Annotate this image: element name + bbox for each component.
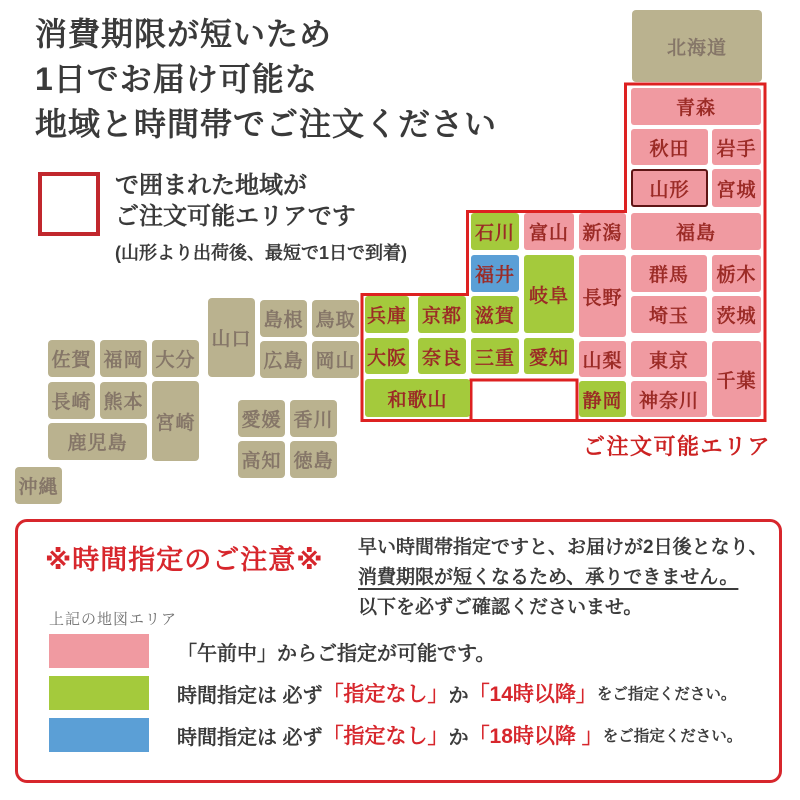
prefecture-block: 滋賀 (471, 296, 519, 333)
time-rule-text: か (448, 726, 469, 749)
prefecture-block: 静岡 (579, 381, 626, 417)
notice-para-line-2: 消費期限が短くなるため、承りできません。 (358, 567, 739, 588)
legend-line-2: ご注文可能エリアです (115, 203, 356, 230)
time-rule-row (49, 634, 742, 668)
notice-paragraph (358, 533, 768, 623)
time-rule-row (49, 718, 742, 752)
prefecture-block: 北海道 (632, 10, 762, 82)
title-line-3: 地域と時間帯でご注文ください (35, 106, 498, 142)
time-rule-text: 「14時以降」 (468, 683, 597, 706)
prefecture-block: 佐賀 (48, 340, 95, 377)
prefecture-block: 群馬 (631, 255, 707, 292)
prefecture-block: 福井 (471, 255, 519, 292)
prefecture-block: 山口 (208, 298, 255, 377)
time-rule-text: をご指定ください。 (596, 686, 737, 703)
prefecture-block: 京都 (418, 296, 466, 333)
time-rule-text: 時間指定は 必ず (177, 684, 323, 707)
prefecture-block: 山形 (631, 169, 708, 207)
notice-para-line-1: 早い時間帯指定ですと、お届けが2日後となり、 (358, 537, 768, 558)
time-rule-text: をご指定ください。 (602, 728, 743, 745)
prefecture-block: 愛媛 (238, 400, 285, 437)
prefecture-block: 青森 (631, 88, 761, 125)
prefecture-block: 新潟 (579, 213, 626, 250)
prefecture-block: 香川 (290, 400, 337, 437)
prefecture-block: 千葉 (712, 341, 761, 417)
prefecture-block: 秋田 (631, 129, 708, 165)
prefecture-block: 岡山 (312, 341, 359, 378)
prefecture-block: 岐阜 (524, 255, 574, 333)
notice-title: ※時間指定のご注意※ (45, 545, 324, 575)
prefecture-block: 長崎 (48, 382, 95, 419)
prefecture-block: 沖縄 (15, 467, 62, 504)
prefecture-block: 岩手 (712, 129, 761, 165)
notice-para-line-3: 以下を必ずご確認くださいませ。 (358, 597, 643, 618)
prefecture-block: 宮城 (712, 169, 761, 207)
time-rules-legend (49, 634, 742, 760)
prefecture-block: 栃木 (712, 255, 761, 292)
prefecture-block: 山梨 (579, 341, 626, 377)
legend-note: (山形より出荷後、最短で1日で到着) (115, 243, 407, 263)
prefecture-block: 熊本 (100, 382, 147, 419)
prefecture-block: 福岡 (100, 340, 147, 377)
prefecture-block: 鳥取 (312, 300, 359, 337)
time-specification-notice-box (15, 519, 782, 783)
legend-swatch-pink (49, 634, 149, 668)
time-rule-row (49, 676, 742, 710)
prefecture-block: 神奈川 (631, 381, 707, 417)
prefecture-block: 島根 (260, 300, 307, 337)
prefecture-block: 広島 (260, 341, 307, 378)
map-area-caption: 上記の地図エリア (49, 611, 178, 628)
time-rule-text: 「18時以降 」 (468, 725, 603, 748)
prefecture-block: 茨城 (712, 296, 761, 333)
title-line-2: 1日でお届け可能な (35, 61, 318, 97)
time-rule-text: 時間指定は 必ず (177, 726, 323, 749)
prefecture-block: 兵庫 (365, 296, 409, 333)
prefecture-block: 長野 (579, 255, 626, 337)
prefecture-block: 高知 (238, 441, 285, 478)
prefecture-block: 和歌山 (365, 379, 470, 417)
prefecture-block: 福島 (631, 213, 761, 250)
prefecture-block: 石川 (471, 213, 519, 250)
legend-swatch-green (49, 676, 149, 710)
legend-swatch-blue (49, 718, 149, 752)
prefecture-block: 東京 (631, 341, 707, 377)
prefecture-block: 大阪 (365, 338, 409, 374)
prefecture-block: 愛知 (524, 338, 574, 374)
time-rule-text: 「午前中」からご指定が可能です。 (177, 642, 496, 665)
prefecture-block: 鹿児島 (48, 423, 147, 460)
prefecture-block: 大分 (152, 340, 199, 377)
legend-line-1: で囲まれた地域が (115, 172, 307, 199)
prefecture-block: 埼玉 (631, 296, 707, 333)
prefecture-block: 徳島 (290, 441, 337, 478)
time-rule-text: 「指定なし」 (322, 683, 449, 706)
prefecture-block: 三重 (471, 338, 519, 374)
prefecture-block: 宮崎 (152, 381, 199, 461)
prefecture-block: 奈良 (418, 338, 466, 374)
order-area-label: ご注文可能エリア (583, 434, 772, 459)
title-line-1: 消費期限が短いため (35, 16, 333, 52)
time-rule-text: か (448, 684, 469, 707)
prefecture-block: 富山 (524, 213, 574, 250)
time-rule-text: 「指定なし」 (322, 725, 449, 748)
